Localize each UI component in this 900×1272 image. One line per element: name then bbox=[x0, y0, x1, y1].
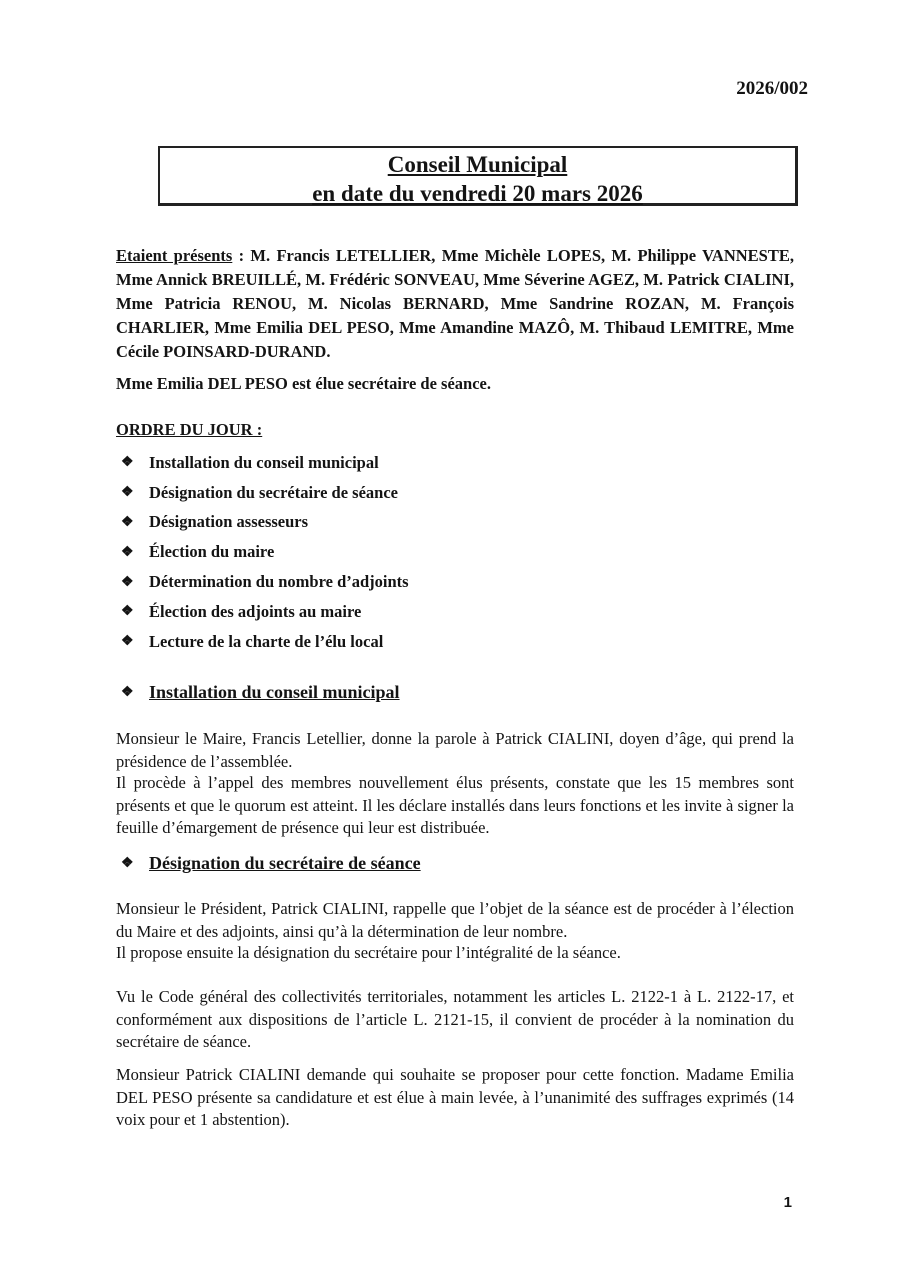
agenda-item bbox=[121, 597, 409, 627]
agenda-item bbox=[121, 448, 409, 478]
attendees-label: Etaient présents bbox=[116, 246, 233, 265]
section-heading-label: Désignation du secrétaire de séance bbox=[149, 853, 421, 873]
diamond-bullet-icon: ❖ bbox=[121, 574, 134, 590]
section2-paragraph-4: Monsieur Patrick CIALINI demande qui souhaite se proposer pour cette fonction. Madame Emilia DEL PESO présente sa candidature et est élue à main levée, à l’unanimité des suffrages exprimés (14 voix pour et 1 abstention). bbox=[116, 1065, 794, 1129]
section2-paragraph-2: Il propose ensuite la désignation du secrétaire pour l’intégralité de la séance. bbox=[116, 943, 621, 962]
title-box bbox=[158, 146, 798, 206]
agenda-heading: ORDRE DU JOUR : bbox=[116, 420, 263, 439]
diamond-bullet-icon: ❖ bbox=[121, 634, 134, 650]
agenda-item bbox=[121, 508, 409, 538]
diamond-bullet-icon: ❖ bbox=[121, 604, 134, 620]
agenda-item-label: Détermination du nombre d’adjoints bbox=[149, 572, 409, 592]
diamond-bullet-icon: ❖ bbox=[121, 544, 134, 560]
agenda-item bbox=[121, 627, 409, 657]
section1-paragraph-1: Monsieur le Maire, Francis Letellier, donne la parole à Patrick CIALINI, doyen d’âge, qui prend la présidence de l’assemblée. bbox=[116, 729, 794, 771]
diamond-bullet-icon: ❖ bbox=[121, 685, 134, 700]
attendees-paragraph bbox=[116, 244, 794, 364]
attendees-names: : M. Francis LETELLIER, Mme Michèle LOPES, M. Philippe VANNESTE, Mme Annick BREUILLÉ, M. Frédéric SONVEAU, Mme Séverine AGEZ, M. Patrick CIALINI, Mme Patricia RENOU, M. Nicolas BERNARD, Mme Sandrine ROZAN, M. François CHARLIER, Mme Emilia DEL PESO, Mme Amandine MAZÔ, M. Thibaud LEMITRE, Mme Cécile POINSARD-DURAND. bbox=[116, 246, 794, 361]
diamond-bullet-icon: ❖ bbox=[121, 485, 134, 501]
diamond-bullet-icon: ❖ bbox=[121, 856, 134, 871]
agenda-item-label: Lecture de la charte de l’élu local bbox=[149, 631, 384, 651]
agenda-item bbox=[121, 537, 409, 567]
agenda-item-label: Installation du conseil municipal bbox=[149, 452, 379, 472]
agenda-item bbox=[121, 567, 409, 597]
agenda-item-label: Désignation assesseurs bbox=[149, 512, 309, 532]
section-heading-installation bbox=[121, 682, 400, 703]
title-line-1: Conseil Municipal bbox=[387, 152, 568, 177]
diamond-bullet-icon: ❖ bbox=[121, 455, 134, 471]
section2-paragraph-3: Vu le Code général des collectivités territoriales, notamment les articles L. 2122-1 à L. 2122-17, et conformément aux dispositions de l’article L. 2121-15, il convient de procéder à la nomination du secrétaire de séance. bbox=[116, 987, 794, 1051]
document-reference: 2026/002 bbox=[736, 78, 808, 99]
agenda-item-label: Élection du maire bbox=[149, 542, 275, 562]
page-number: 1 bbox=[783, 1194, 792, 1211]
secretary-line: Mme Emilia DEL PESO est élue secrétaire de séance. bbox=[116, 374, 491, 393]
title-line-2: en date du vendredi 20 mars 2026 bbox=[312, 181, 643, 206]
section-heading-label: Installation du conseil municipal bbox=[149, 682, 400, 702]
agenda-item-label: Désignation du secrétaire de séance bbox=[149, 482, 398, 502]
section1-paragraph-2: Il procède à l’appel des membres nouvellement élus présents, constate que les 15 membres sont présents et que le quorum est atteint. Il les déclare installés dans leurs fonctions et les invite à signer la feuille d’émargement de présence qui leur est distribuée. bbox=[116, 773, 794, 837]
diamond-bullet-icon: ❖ bbox=[121, 514, 134, 530]
agenda-item-label: Élection des adjoints au maire bbox=[149, 601, 362, 621]
section2-paragraph-1: Monsieur le Président, Patrick CIALINI, rappelle que l’objet de la séance est de procéder à l’élection du Maire et des adjoints, ainsi qu’à la détermination de leur nombre. bbox=[116, 899, 794, 941]
agenda-list bbox=[121, 448, 409, 657]
agenda-item bbox=[121, 478, 409, 508]
section-heading-secretary bbox=[121, 853, 421, 874]
